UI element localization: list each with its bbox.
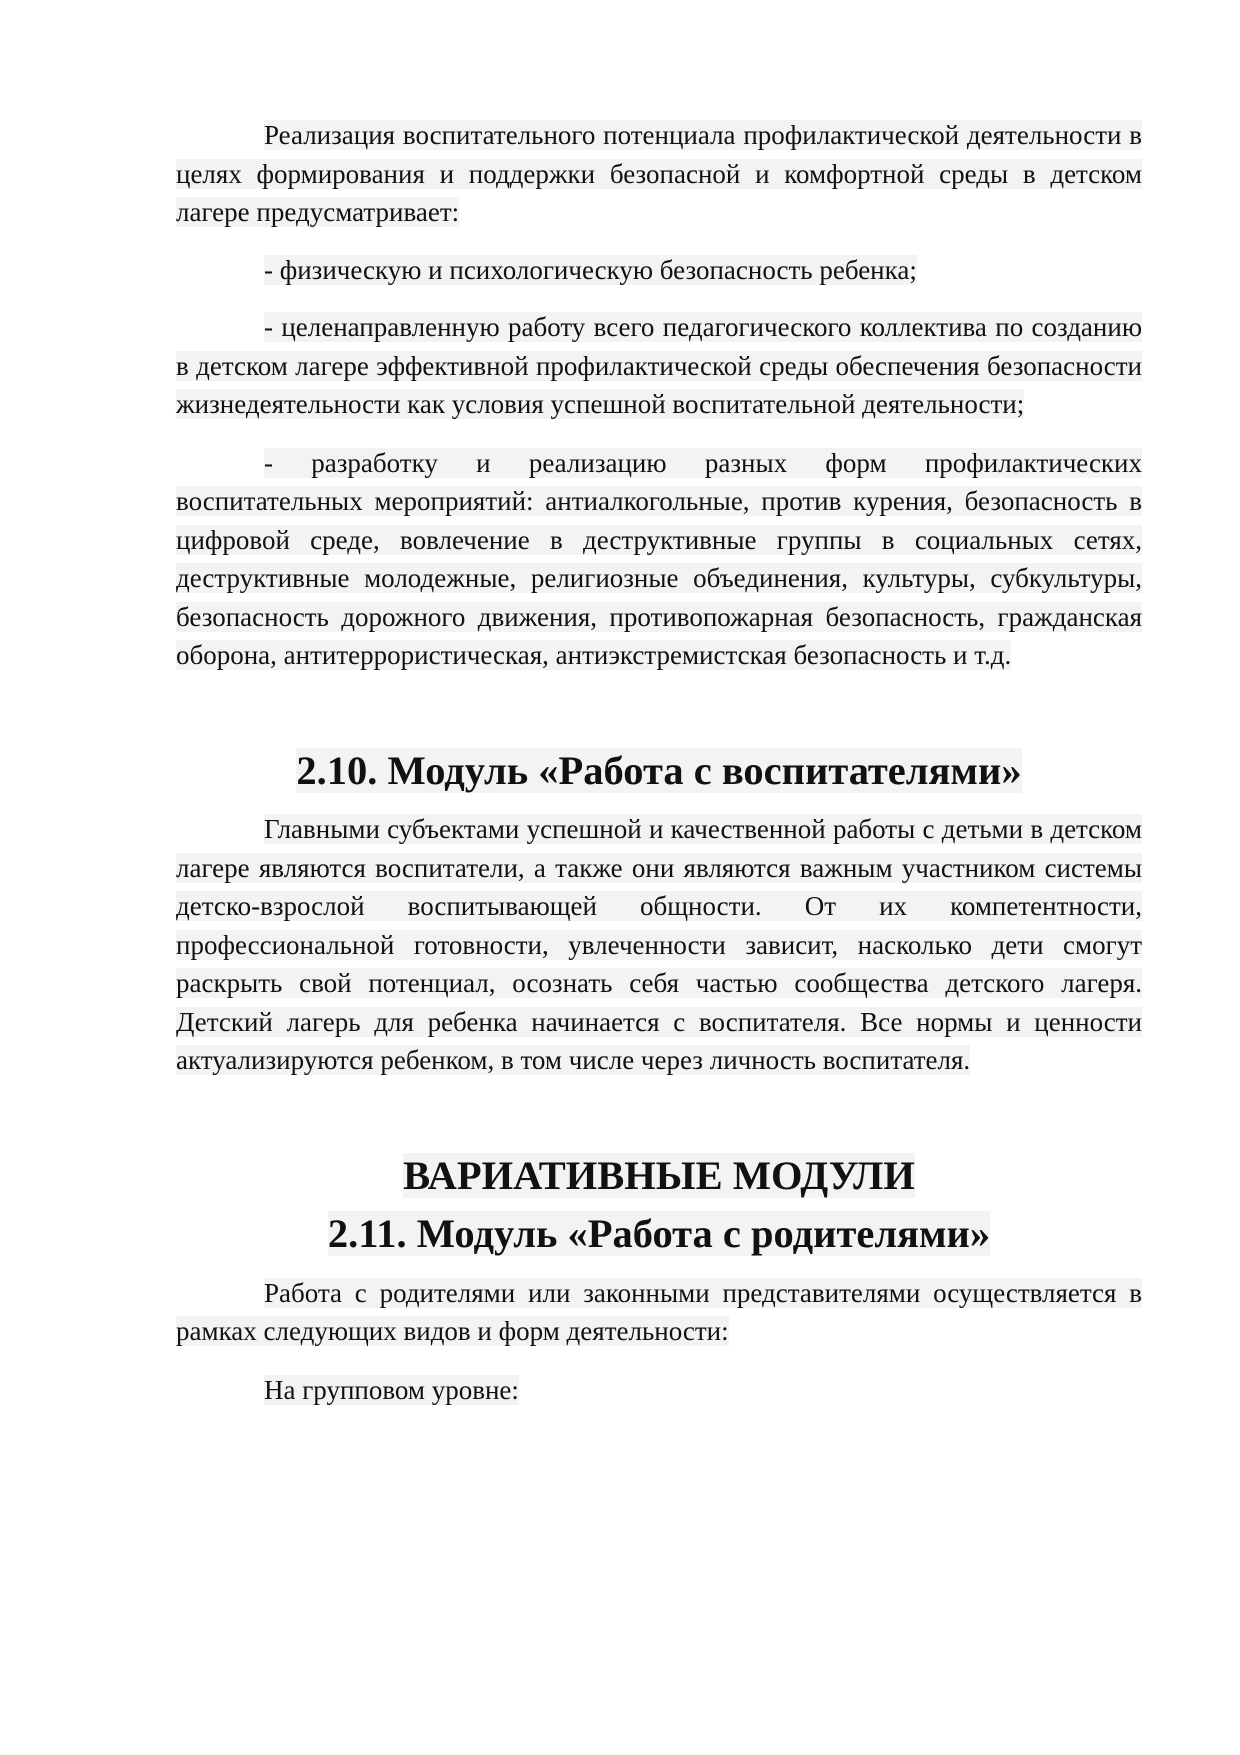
bullet-item <box>176 308 1142 424</box>
bullet-item <box>176 444 1142 675</box>
bullet-item <box>176 251 1142 290</box>
bullet-item-text: - целенаправленную работу всего педагогического коллектива по созданию в детском лагере эффективной профилактической среды обеспечения безопасности жизнедеятельности как условия успешной воспитательной деятельности; <box>176 312 1142 419</box>
spacer <box>176 1254 1142 1274</box>
bullet-item-text: - физическую и психологическую безопасность ребенка; <box>264 254 917 285</box>
bullet-item-text: - разработку и реализацию разных форм профилактических воспитательных мероприятий: антиалкогольные, против курения, безопасность в цифровой среде, вовлечение в деструктивные группы в социальных сетях, деструктивные молодежные, религиозные объединения, культуры, субкультуры, безопасность дорожного движения, противопожарная безопасность, гражданская оборона, антитеррористическая, антиэкстремистская безопасность и т.д. <box>176 447 1142 670</box>
subheading-text: На групповом уровне: <box>264 1374 519 1405</box>
spacer <box>176 675 1142 752</box>
spacer <box>176 424 1142 444</box>
paragraph-text: Главными субъектами успешной и качественной работы с детьми в детском лагере являются воспитатели, а также они являются важным участником системы детско-взрослой воспитывающей общности. От их компетентности, профессиональной готовности, увлеченности зависит, насколько дети смогут раскрыть свой потенциал, осознать себя частью сообщества детского лагеря. Детский лагерь для ребенка начинается с воспитателя. Все нормы и ценности актуализируются ребенком, в том числе через личность воспитателя. <box>176 814 1142 1075</box>
page-content <box>176 116 1142 1409</box>
section-heading-2-10 <box>176 747 1142 793</box>
section-heading-2-11 <box>176 1211 1142 1256</box>
spacer <box>176 289 1142 308</box>
intro-paragraph-text: Реализация воспитательного потенциала профилактической деятельности в целях формирования и поддержки безопасной и комфортной среды в детском лагере предусматривает: <box>176 120 1142 227</box>
section-heading-text: 2.10. Модуль «Работа с воспитателями» <box>296 747 1022 793</box>
spacer <box>176 232 1142 251</box>
section-2-11-paragraph <box>176 1274 1142 1351</box>
spacer <box>176 1351 1142 1371</box>
section-heading-text: 2.11. Модуль «Работа с родителями» <box>327 1211 991 1256</box>
intro-paragraph <box>176 116 1142 232</box>
paragraph-text: Работа с родителями или законными представителями осуществляется в рамках следующих видов и форм деятельности: <box>176 1277 1142 1346</box>
spacer <box>176 790 1142 810</box>
spacer <box>176 1080 1142 1157</box>
group-level-subheading <box>176 1371 1142 1410</box>
section-heading-text: ВАРИАТИВНЫЕ МОДУЛИ <box>403 1152 915 1198</box>
variative-modules-heading <box>176 1152 1142 1198</box>
section-2-10-paragraph <box>176 810 1142 1080</box>
